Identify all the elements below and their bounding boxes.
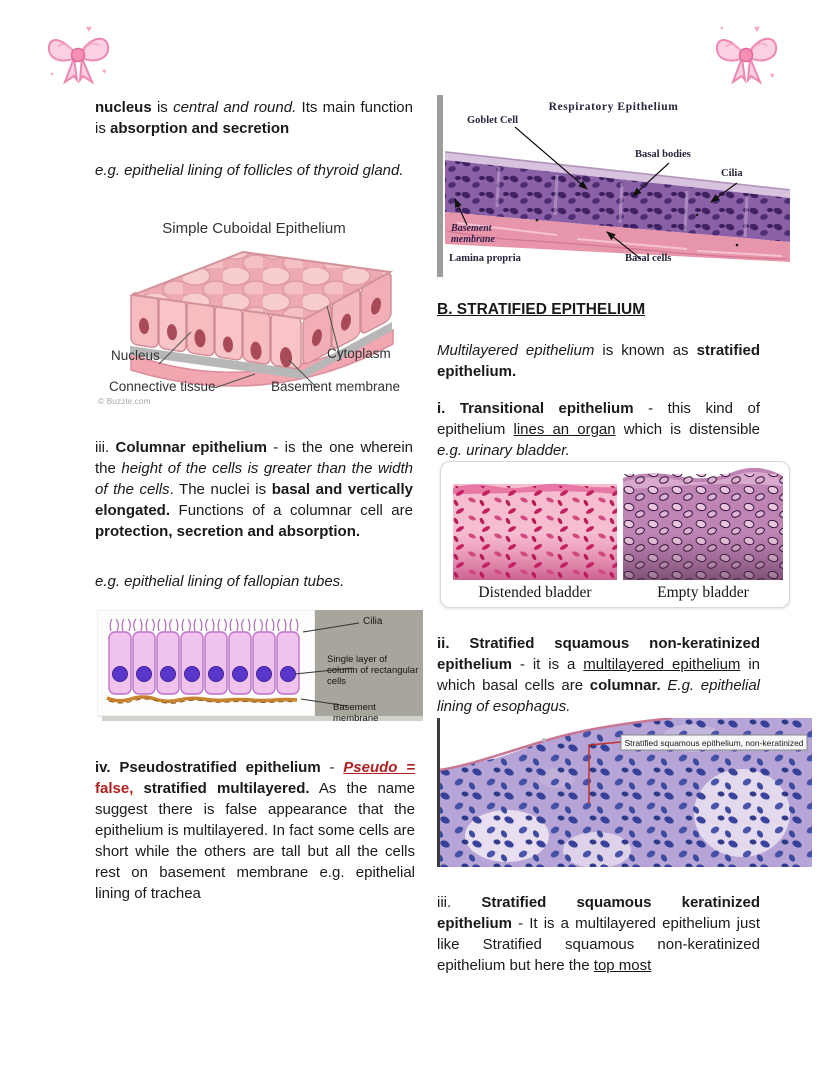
- label-single-layer: Single layer of column of rectangular cells: [327, 654, 419, 687]
- label-stratified-squamous: Stratified squamous epithelium, non-keratinized: [624, 738, 804, 748]
- label-connective-tissue: Connective tissue: [109, 379, 216, 394]
- paragraph-multilayered: Multilayered epithelium is known as stratified epithelium.: [437, 342, 760, 380]
- empty-bladder-micrograph: [623, 468, 783, 580]
- paragraph-non-keratinized: ii. Stratified squamous non-keratinized epithelium - it is a multilayered epithelium in which basal cells are columnar. E.g. epithelial lining of esophagus.: [437, 635, 761, 715]
- paragraph-columnar-epithelium: iii. Columnar epithelium - is the one wherein the height of the cells is greater than the width of the cells. The nuclei is basal and vertically elongated. Functions of a columnar cell are protection, secretion and absorption.: [95, 439, 413, 540]
- svg-text:♥: ♥: [754, 24, 760, 35]
- paragraph-fallopian-example: e.g. epithelial lining of fallopian tubes.: [95, 573, 345, 590]
- caption-distended-bladder: Distended bladder: [478, 584, 592, 601]
- label-lamina-propria: Lamina propria: [449, 253, 521, 264]
- paragraph-transitional: i. Transitional epithelium - this kind of epithelium lines an organ which is distensible e.g. urinary bladder.: [437, 400, 760, 459]
- label-cytoplasm: Cytoplasm: [327, 346, 391, 361]
- distended-bladder-micrograph: [453, 470, 617, 580]
- figure-simple-cuboidal-epithelium: [95, 220, 413, 418]
- figure-title: Respiratory Epithelium: [548, 101, 679, 113]
- svg-text:♥: ♥: [86, 24, 92, 35]
- figure-bladder-comparison: [440, 461, 790, 608]
- figure-respiratory-epithelium: [437, 95, 790, 277]
- paragraph-thyroid-example: e.g. epithelial lining of follicles of thyroid gland.: [95, 162, 404, 179]
- label-cilia: Cilia: [721, 168, 743, 179]
- label-goblet-cell: Goblet Cell: [467, 115, 519, 126]
- figure-title: Simple Cuboidal Epithelium: [162, 220, 346, 237]
- heading-stratified-epithelium: B. STRATIFIED EPITHELIUM: [437, 301, 646, 318]
- caption-empty-bladder: Empty bladder: [657, 584, 749, 601]
- svg-text:♥: ♥: [720, 26, 724, 32]
- pink-bow-icon: [712, 18, 782, 94]
- label-basal-cells: Basal cells: [625, 253, 672, 264]
- cuboidal-illustration: [103, 242, 407, 388]
- figure-columnar-epithelium-drawing: [97, 610, 423, 728]
- label-basement-membrane: Basement membrane: [451, 223, 495, 245]
- label-basement-membrane: Basement membrane: [333, 702, 379, 724]
- paragraph-keratinized: iii. Stratified squamous keratinized epithelium - It is a multilayered epithelium just like Stratified squamous non-keratinized epithelium but here the top most: [437, 894, 760, 974]
- svg-text:♥: ♥: [770, 71, 775, 80]
- svg-text:♥: ♥: [102, 67, 107, 76]
- pink-bow-icon: [44, 18, 114, 94]
- label-nucleus: Nucleus: [111, 348, 160, 363]
- svg-text:♥: ♥: [50, 72, 54, 78]
- label-cilia: Cilia: [363, 616, 383, 627]
- figure-esophagus-epithelium: [437, 718, 812, 867]
- paragraph-pseudostratified: iv. Pseudostratified epithelium - Pseudo = false, stratified multilayered. As the name suggest there is false appearance that the epithelium is multilayered. In fact some cells are short while the others are tall but all the cells rest on basement membrane e.g. epithelial lining of trachea: [95, 759, 415, 902]
- label-basal-bodies: Basal bodies: [635, 149, 691, 160]
- image-credit: © Buzzle.com: [98, 396, 151, 406]
- paragraph-nucleus-function: nucleus is central and round. Its main function is absorption and secretion: [95, 99, 413, 137]
- label-basement-membrane: Basement membrane: [271, 379, 401, 394]
